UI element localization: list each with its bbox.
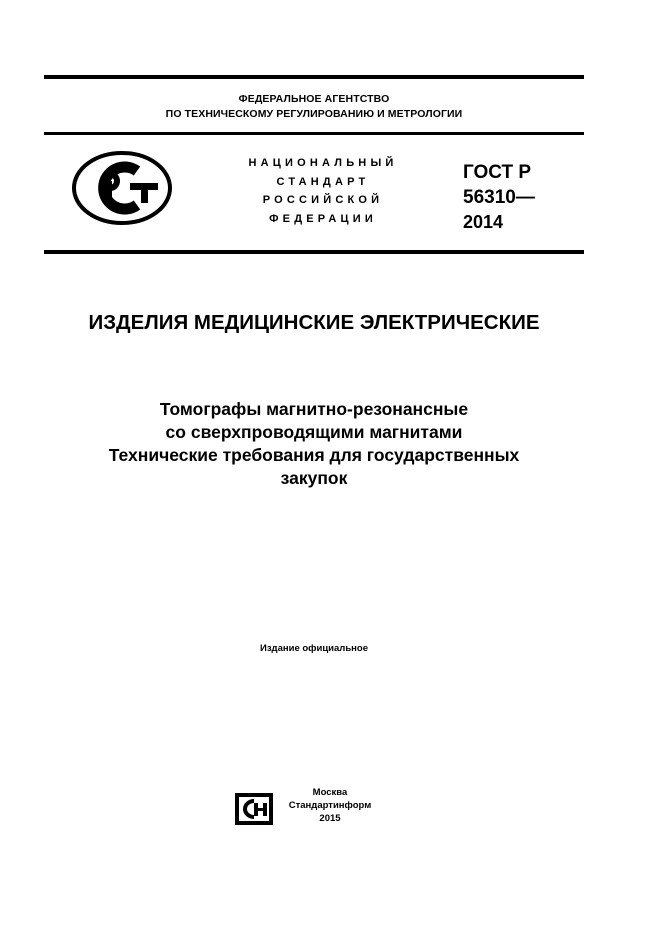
standartinform-logo-icon [234, 792, 274, 826]
national-standard-label [228, 154, 418, 228]
header-rule [44, 132, 584, 135]
standard-word-1: НАЦИОНАЛЬНЫЙ [248, 157, 398, 169]
gost-number-line-2: 56310— [463, 187, 535, 208]
standard-word-4: ФЕДЕРАЦИИ [269, 212, 377, 225]
subtitle-line-3: Технические требования для государственных [108, 445, 520, 465]
publisher-year: 2015 [319, 813, 341, 824]
block-rule [44, 250, 584, 254]
publisher-info [284, 786, 376, 825]
gost-r-logo-icon [71, 150, 173, 226]
gost-number-line-1: ГОСТ Р [463, 162, 532, 183]
document-subtitle [44, 398, 584, 490]
agency-line-2: ПО ТЕХНИЧЕСКОМУ РЕГУЛИРОВАНИЮ И МЕТРОЛОГИИ [165, 108, 463, 120]
top-rule [44, 75, 584, 79]
subtitle-line-2: со сверхпроводящими магнитами [165, 422, 463, 442]
subtitle-line-1: Томографы магнитно-резонансные [159, 399, 469, 419]
agency-header [44, 92, 584, 122]
edition-label: Издание официальное [260, 643, 368, 654]
standard-word-2: СТАНДАРТ [276, 175, 370, 188]
gost-year: 2014 [463, 212, 504, 232]
subtitle-line-4: закупок [280, 468, 348, 488]
agency-line-1: ФЕДЕРАЛЬНОЕ АГЕНТСТВО [238, 93, 390, 105]
publisher-name: Стандартинформ [288, 800, 372, 811]
document-title: ИЗДЕЛИЯ МЕДИЦИНСКИЕ ЭЛЕКТРИЧЕСКИЕ [88, 311, 540, 334]
gost-number [463, 160, 535, 235]
publisher-city: Москва [312, 787, 348, 798]
standard-word-3: РОССИЙСКОЙ [262, 194, 384, 206]
